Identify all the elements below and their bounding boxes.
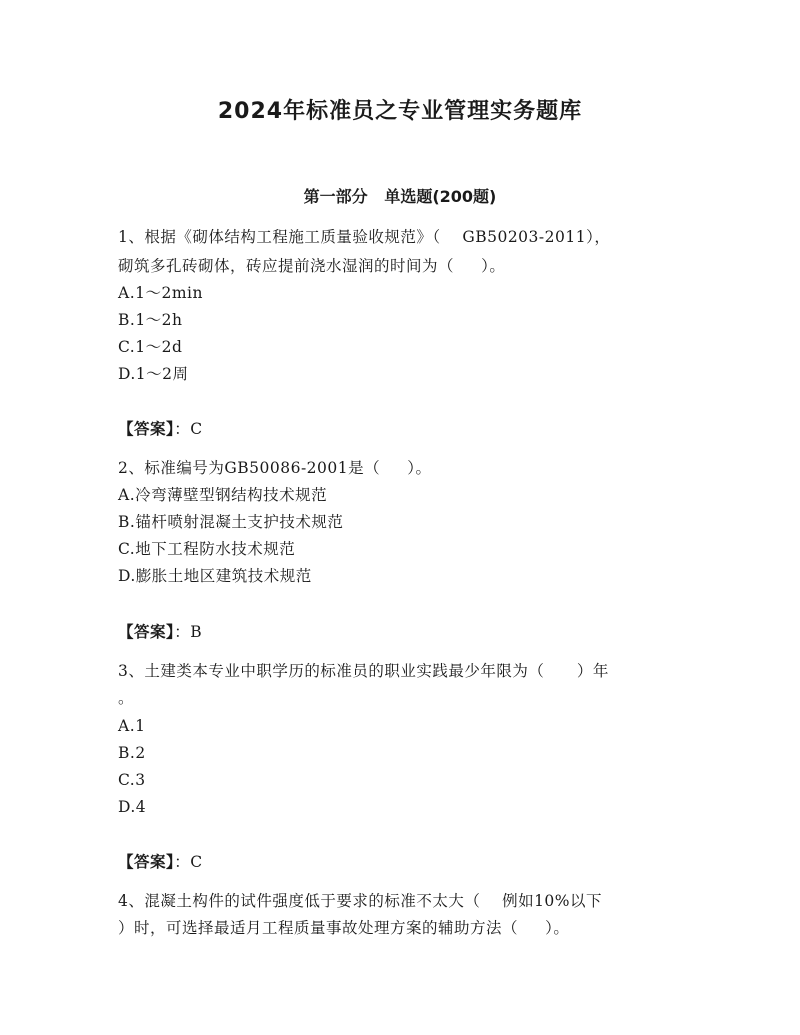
answer-value: ：C <box>174 420 203 438</box>
question-3-option-c: C.3 <box>118 771 146 789</box>
question-1-stem-line-1: 1、根据《砌体结构工程施工质量验收规范》（ GB50203-2011）， <box>118 228 611 246</box>
question-2-answer <box>118 622 202 642</box>
section-heading: 第一部分 单选题(200题) <box>303 187 497 206</box>
question-3-option-b: B.2 <box>118 744 146 762</box>
question-1-answer <box>118 419 203 439</box>
question-3-option-a: A.1 <box>118 717 146 735</box>
question-2-option-b: B.锚杆喷射混凝土支护技术规范 <box>118 513 344 531</box>
answer-value: ：B <box>174 623 203 641</box>
question-3-answer <box>118 852 203 872</box>
question-2-option-c: C.地下工程防水技术规范 <box>118 540 296 558</box>
question-1-option-d: D.1～2周 <box>118 365 189 383</box>
question-4-stem-line-2: ）时，可选择最适月工程质量事故处理方案的辅助方法（ ）。 <box>118 919 570 937</box>
question-4-stem-line-1: 4、混凝土构件的试件强度低于要求的标准不太大（ 例如10%以下 <box>118 892 603 910</box>
question-2-stem-line-1: 2、标准编号为GB50086-2001是（ ）。 <box>118 459 432 477</box>
question-2-option-a: A.冷弯薄壁型钢结构技术规范 <box>118 486 328 504</box>
answer-label: 【答案】 <box>118 420 175 438</box>
question-3-stem-line-1: 3、土建类本专业中职学历的标准员的职业实践最少年限为（ ）年 <box>118 662 609 680</box>
question-1-option-a: A.1～2min <box>118 284 203 302</box>
answer-label: 【答案】 <box>118 623 175 641</box>
answer-value: ：C <box>174 853 203 871</box>
question-1-option-c: C.1～2d <box>118 338 183 356</box>
question-3-option-d: D.4 <box>118 798 147 816</box>
question-3-stem-line-2: 。 <box>118 689 135 707</box>
question-1-option-b: B.1～2h <box>118 311 183 329</box>
question-1-stem-line-2: 砌筑多孔砖砌体，砖应提前浇水湿润的时间为（ ）。 <box>118 257 506 275</box>
question-2-option-d: D.膨胀土地区建筑技术规范 <box>118 567 312 585</box>
answer-label: 【答案】 <box>118 853 175 871</box>
document-title: 2024年标准员之专业管理实务题库 <box>217 99 583 124</box>
